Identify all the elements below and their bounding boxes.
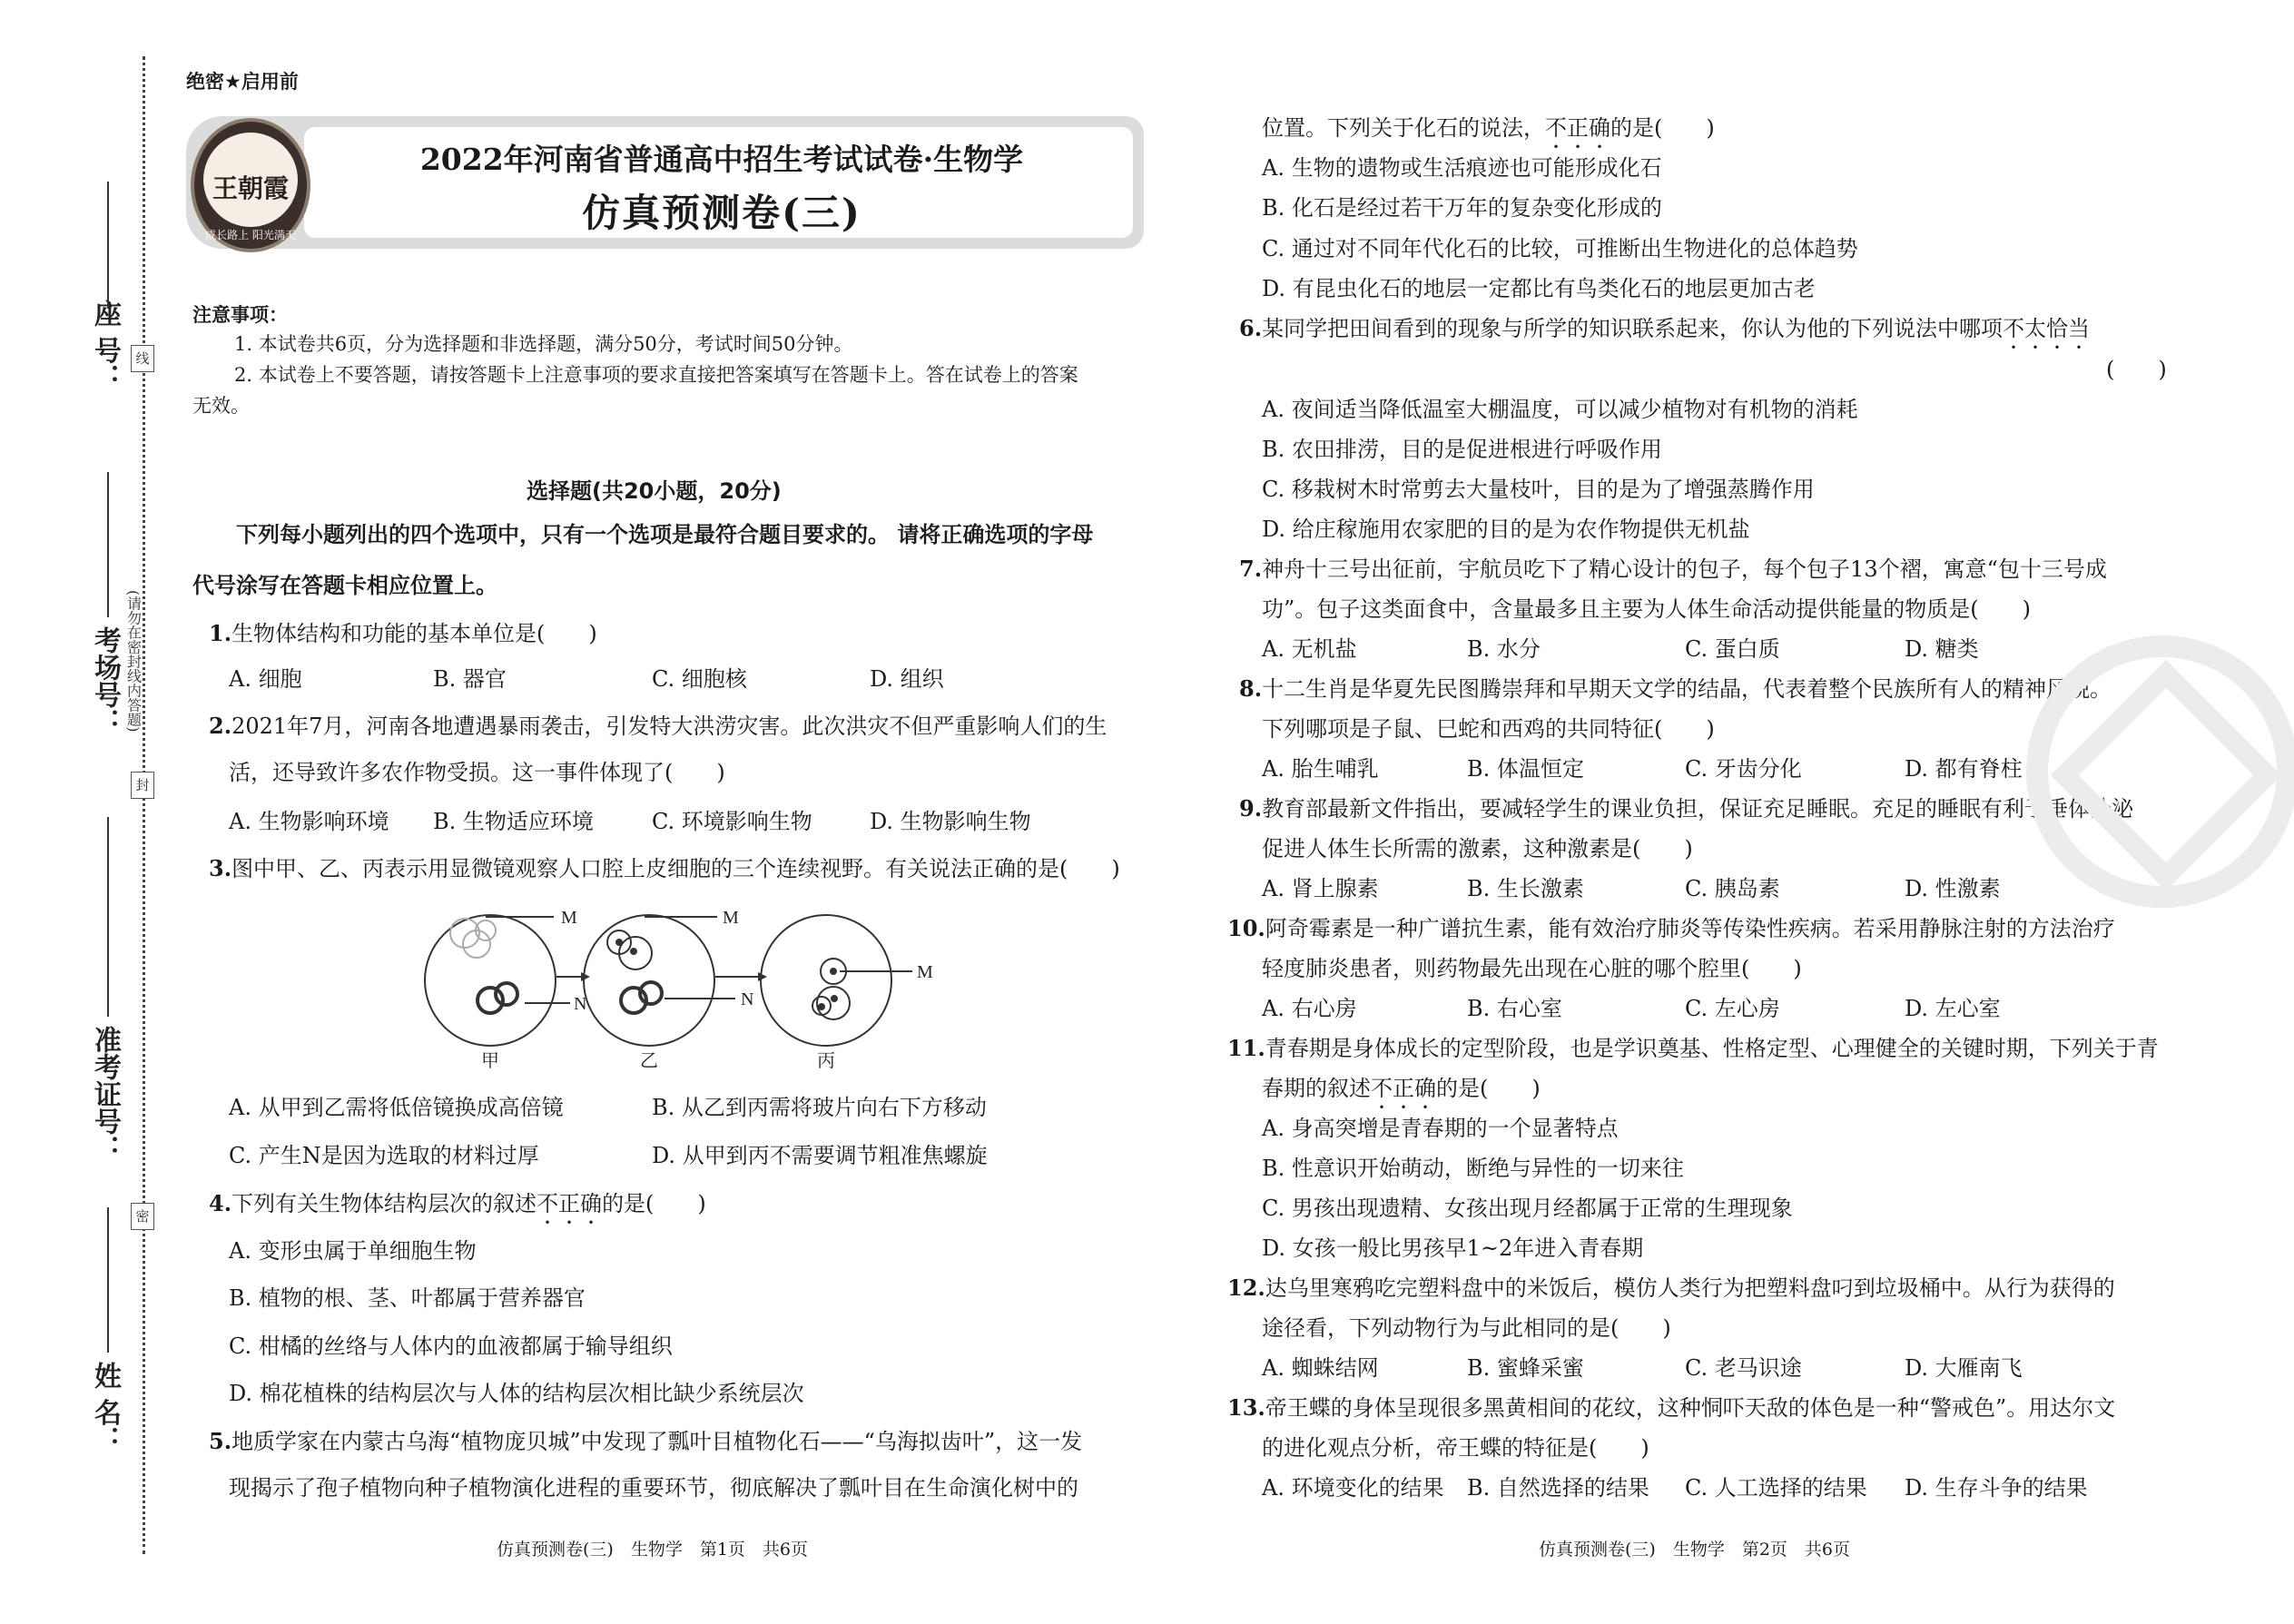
q5-text-3-emphasis: 不正确 [1545, 115, 1610, 141]
q4-text-post: 的是( ) [602, 1191, 706, 1216]
q12-option-b[interactable]: B. 蜜蜂采蜜 [1467, 1355, 1584, 1381]
q1-text: 生物体结构和功能的基本单位是( ) [231, 621, 597, 646]
q10-stem-line1 [1227, 915, 2115, 942]
q11-number: 11. [1227, 1035, 1265, 1061]
seal-note [118, 590, 149, 735]
q1-number: 1. [209, 620, 232, 646]
q9-number: 9. [1239, 795, 1263, 822]
q3-option-c[interactable]: C. 产生N是因为选取的材料过厚 [229, 1143, 539, 1168]
exam-room-label-text: 考场号： [89, 626, 121, 735]
q9-option-b[interactable]: B. 生长激素 [1467, 876, 1584, 901]
q10-option-b[interactable]: B. 右心室 [1467, 996, 1562, 1021]
notice-item2b: 无效。 [192, 395, 250, 417]
q12-stem-line2: 途径看，下列动物行为与此相同的是( ) [1262, 1315, 1671, 1341]
q13-text-1: 帝王蝶的身体呈现很多黑黄相间的花纹，这种恫吓天敌的体色是一种“警戒色”。用达尔文 [1265, 1395, 2116, 1421]
q6-text-emphasis: 不太恰当 [2003, 316, 2091, 341]
exam-room-label [86, 626, 123, 743]
q5-stem-line2: 现揭示了孢子植物向种子植物演化进程的重要环节，彻底解决了瓢叶目在生命演化树中的 [229, 1475, 1078, 1501]
q3-number: 3. [209, 855, 232, 881]
q3-text: 图中甲、乙、丙表示用显微镜观察人口腔上皮细胞的三个连续视野。有关说法正确的是( ) [231, 856, 1120, 881]
q10-options [1262, 995, 2170, 1022]
watermark-seal-icon [2026, 635, 2294, 908]
footer-page2: 仿真预测卷(三) 生物学 第2页 共6页 [1539, 1540, 1851, 1560]
q13-stem-line1 [1227, 1394, 2115, 1422]
q13-stem-line2: 的进化观点分析，帝王蝶的特征是( ) [1262, 1435, 1649, 1461]
q8-stem-line2: 下列哪项是子鼠、巳蛇和西鸡的共同特征( ) [1262, 716, 1715, 742]
q11-text-2-emphasis: 不正确 [1371, 1076, 1436, 1101]
cut-mark-top: 线 [131, 345, 154, 372]
q9-option-a[interactable]: A. 肾上腺素 [1262, 876, 1379, 901]
view-yi [584, 915, 714, 1046]
q11-text-1: 青春期是身体成长的定型阶段，也是学识奠基、性格定型、心理健全的关键时期，下列关于青 [1265, 1036, 2159, 1061]
q5-stem-line3 [1262, 114, 1715, 153]
q8-option-b[interactable]: B. 体温恒定 [1467, 756, 1584, 782]
cut-mark-bottom: 密 [131, 1203, 154, 1230]
logo-circle [203, 133, 298, 227]
exam-title: 2022年河南省普通高中招生考试试卷·生物学 [419, 142, 1024, 177]
q8-option-a[interactable]: A. 胎生哺乳 [1262, 756, 1379, 782]
watermark-inner [2051, 660, 2282, 891]
label-yi: 乙 [640, 1049, 658, 1071]
section-desc-1: 下列每小题列出的四个选项中，只有一个选项是最符合题目要求的。 请将正确选项的字母 [236, 521, 1094, 547]
q9-stem-line2: 促进人体生长所需的激素，这种激素是( ) [1262, 836, 1693, 861]
brand-logo [191, 118, 310, 252]
q9-text-1: 教育部最新文件指出，要减轻学生的课业负担，保证充足睡眠。充足的睡眠有利于垂体分泌 [1262, 796, 2134, 822]
q3-option-d[interactable]: D. 从甲到丙不需要调节粗准焦螺旋 [652, 1143, 988, 1168]
q6-option-a[interactable]: A. 夜间适当降低温室大棚温度，可以减少植物对有机物的消耗 [1262, 397, 1858, 422]
q1-stem [209, 620, 597, 647]
q4-option-b[interactable]: B. 植物的根、茎、叶都属于营养器官 [229, 1285, 586, 1311]
label-m-bing: M [917, 962, 933, 982]
q2-options [229, 808, 1118, 835]
q1-options [229, 665, 1118, 693]
q10-option-d[interactable]: D. 左心室 [1905, 996, 2001, 1021]
q11-option-b[interactable]: B. 性意识开始萌动，断绝与异性的一切来往 [1262, 1156, 1684, 1181]
label-m-yi: M [723, 908, 739, 928]
label-n-yi: N [741, 989, 754, 1009]
seal-note-text: (请勿在密封线内答题) [124, 590, 143, 733]
q13-option-c[interactable]: C. 人工选择的结果 [1685, 1475, 1867, 1501]
name-label-text: 姓 名： [89, 1362, 121, 1453]
q9-option-c[interactable]: C. 胰岛素 [1685, 876, 1780, 901]
q7-stem-line1 [1239, 556, 2107, 583]
q11-text-2-post: 的是( ) [1436, 1076, 1541, 1101]
q2-stem-line1 [209, 713, 1107, 740]
q7-option-c[interactable]: C. 蛋白质 [1685, 636, 1780, 662]
q7-options [1262, 635, 2170, 663]
q6-text-pre: 某同学把田间看到的现象与所学的知识联系起来，你认为他的下列说法中哪项 [1262, 316, 2004, 341]
q2-number: 2. [209, 713, 232, 739]
q3-options-row1 [229, 1094, 1118, 1121]
q8-option-d[interactable]: D. 都有脊柱 [1905, 756, 2023, 782]
q12-stem-line1 [1227, 1275, 2115, 1302]
q6-option-d[interactable]: D. 给庄稼施用农家肥的目的是为农作物提供无机盐 [1262, 517, 1750, 542]
q2-option-a[interactable]: A. 生物影响环境 [229, 809, 389, 834]
q3-options-row2 [229, 1142, 1118, 1169]
ticket-label-text: 准考证号： [89, 1026, 121, 1162]
ticket-label [86, 1026, 123, 1169]
q1-option-a[interactable]: A. 细胞 [229, 666, 302, 692]
view-bing [761, 915, 891, 1046]
q3-stem [209, 855, 1120, 882]
q5-option-b[interactable]: B. 化石是经过若干万年的复杂变化形成的 [1262, 195, 1662, 221]
q10-option-a[interactable]: A. 右心房 [1262, 996, 1357, 1021]
q13-options [1262, 1474, 2170, 1501]
q10-stem-line2: 轻度肺炎患者，则药物最先出现在心脏的哪个腔里( ) [1262, 956, 1802, 981]
q5-text-3-pre: 位置。下列关于化石的说法， [1262, 115, 1545, 141]
q7-option-a[interactable]: A. 无机盐 [1262, 636, 1357, 662]
q7-option-b[interactable]: B. 水分 [1467, 636, 1541, 662]
q9-options [1262, 875, 2170, 902]
q2-stem-line2: 活，还导致许多农作物受损。这一事件体现了( ) [229, 760, 725, 785]
q3-option-a[interactable]: A. 从甲到乙需将低倍镜换成高倍镜 [229, 1095, 564, 1120]
q13-option-d[interactable]: D. 生存斗争的结果 [1905, 1475, 2088, 1501]
q4-text-pre: 下列有关生物体结构层次的叙述 [231, 1191, 537, 1216]
seat-label-text: 座 号： [89, 300, 121, 391]
q6-option-c[interactable]: C. 移栽树木时常剪去大量枝叶，目的是为了增强蒸腾作用 [1262, 477, 1815, 502]
q1-option-d[interactable]: D. 组织 [870, 666, 944, 692]
label-jia: 甲 [481, 1049, 499, 1071]
q4-stem [209, 1190, 706, 1229]
q11-option-c[interactable]: C. 男孩出现遗精、女孩出现月经都属于正常的生理现象 [1262, 1196, 1793, 1221]
q12-text-1: 达乌里寒鸦吃完塑料盘中的米饭后，模仿人类行为把塑料盘叼到垃圾桶中。从行为获得的 [1265, 1275, 2115, 1301]
q4-option-d[interactable]: D. 棉花植株的结构层次与人体的结构层次相比缺少系统层次 [229, 1381, 804, 1406]
q7-option-d[interactable]: D. 糖类 [1905, 636, 1979, 662]
q12-option-a[interactable]: A. 蜘蛛结网 [1262, 1355, 1379, 1381]
notice-item2a: 2. 本试卷上不要答题，请按答题卡上注意事项的要求直接把答案填写在答题卡上。答在试卷上的答案 [234, 364, 1078, 386]
q5-option-a[interactable]: A. 生物的遗物或生活痕迹也可能形成化石 [1262, 155, 1662, 181]
section-desc-2: 代号涂写在答题卡相应位置上。 [192, 572, 497, 598]
q3-option-b[interactable]: B. 从乙到丙需将玻片向右下方移动 [652, 1095, 987, 1120]
q13-number: 13. [1227, 1394, 1265, 1421]
q13-option-b[interactable]: B. 自然选择的结果 [1467, 1475, 1649, 1501]
label-m-jia: M [561, 908, 577, 928]
exam-room-field[interactable] [107, 472, 109, 617]
q13-option-a[interactable]: A. 环境变化的结果 [1262, 1475, 1444, 1501]
q8-option-c[interactable]: C. 牙齿分化 [1685, 756, 1802, 782]
q11-option-d[interactable]: D. 女孩一般比男孩早1~2年进入青春期 [1262, 1235, 1644, 1261]
q4-text-emphasis: 不正确 [537, 1191, 603, 1216]
q9-stem-line1 [1239, 795, 2133, 822]
q5-option-c[interactable]: C. 通过对不同年代化石的比较，可推断出生物进化的总体趋势 [1262, 236, 1858, 261]
q11-stem-line2 [1262, 1075, 1541, 1114]
label-n-jia: N [574, 994, 587, 1014]
q2-option-b[interactable]: B. 生物适应环境 [433, 809, 594, 834]
q11-option-a[interactable]: A. 身高突增是青春期的一个显著特点 [1262, 1116, 1619, 1141]
q12-options [1262, 1354, 2170, 1382]
exam-subtitle: 仿真预测卷(三) [582, 191, 861, 235]
binding-gutter [0, 0, 182, 1624]
notice-item1: 1. 本试卷共6页，分为选择题和非选择题，满分50分，考试时间50分钟。 [234, 333, 853, 355]
q2-text-1: 2021年7月，河南各地遭遇暴雨袭击，引发特大洪涝灾害。此次洪灾不但严重影响人们的生 [231, 714, 1108, 739]
q11-text-2-pre: 春期的叙述 [1262, 1076, 1371, 1101]
q5-number: 5. [209, 1428, 232, 1454]
q7-stem-line2: 功”。包子这类面食中，含量最多且主要为人体生命活动提供能量的物质是( ) [1262, 596, 2031, 622]
q5-text-3-post: 的是( ) [1610, 115, 1715, 141]
q6-option-b[interactable]: B. 农田排涝，目的是促进根进行呼吸作用 [1262, 437, 1662, 462]
q5-text-1: 地质学家在内蒙古乌海“植物庞贝城”中发现了瓢叶目植物化石——“乌海拟齿叶”，这一发 [231, 1429, 1083, 1454]
q8-number: 8. [1239, 675, 1263, 702]
q6-number: 6. [1239, 315, 1263, 341]
section-title: 选择题(共20小题，20分) [527, 478, 782, 504]
q4-number: 4. [209, 1190, 232, 1216]
notice-title: 注意事项： [192, 304, 288, 326]
q7-text-1: 神舟十三号出征前，宇航员吃下了精心设计的包子，每个包子13个褶，寓意“包十三号成 [1262, 556, 2107, 582]
q6-stem [1239, 315, 2090, 354]
view-jia [425, 915, 556, 1046]
q4-option-c[interactable]: C. 柑橘的丝络与人体内的血液都属于输导组织 [229, 1334, 673, 1359]
footer-page1: 仿真预测卷(三) 生物学 第1页 共6页 [497, 1540, 809, 1560]
q12-option-c[interactable]: C. 老马识途 [1685, 1355, 1802, 1381]
q3-microscope-figure [418, 899, 962, 1080]
q9-option-d[interactable]: D. 性激素 [1905, 876, 2001, 901]
q6-answer-bracket: ( ) [2106, 357, 2167, 382]
q10-option-c[interactable]: C. 左心房 [1685, 996, 1780, 1021]
q10-text-1: 阿奇霉素是一种广谱抗生素，能有效治疗肺炎等传染性疾病。若采用静脉注射的方法治疗 [1265, 916, 2115, 941]
q1-option-b[interactable]: B. 器官 [433, 666, 507, 692]
q11-stem-line1 [1227, 1035, 2159, 1062]
q12-number: 12. [1227, 1275, 1265, 1301]
q8-stem-line1 [1239, 675, 2112, 703]
cut-mark-mid: 封 [131, 772, 154, 799]
q8-text-1: 十二生肖是华夏先民图腾崇拜和早期天文学的结晶，代表着整个民族所有人的精神风貌。 [1262, 676, 2112, 702]
q4-option-a[interactable]: A. 变形虫属于单细胞生物 [229, 1238, 477, 1264]
q12-option-d[interactable]: D. 大雁南飞 [1905, 1355, 2023, 1381]
logo-name: 王朝霞 [212, 173, 289, 203]
seal-line [143, 56, 145, 1554]
q5-stem-line1 [209, 1428, 1082, 1455]
q5-option-d[interactable]: D. 有昆虫化石的地层一定都比有鸟类化石的地层更加古老 [1262, 276, 1816, 301]
seat-label [86, 300, 123, 398]
secret-label: 绝密★启用前 [186, 71, 299, 93]
seat-field[interactable] [107, 182, 109, 309]
q2-option-d[interactable]: D. 生物影响生物 [870, 809, 1031, 834]
label-bing: 丙 [817, 1049, 835, 1071]
q7-number: 7. [1239, 556, 1263, 582]
q10-number: 10. [1227, 915, 1265, 941]
q2-option-c[interactable]: C. 环境影响生物 [652, 809, 812, 834]
ticket-field[interactable] [107, 817, 109, 1017]
name-label [86, 1362, 123, 1460]
name-field[interactable] [107, 1207, 109, 1353]
q1-option-c[interactable]: C. 细胞核 [652, 666, 747, 692]
logo-slogan: 成长路上 阳光满天 [205, 229, 296, 241]
